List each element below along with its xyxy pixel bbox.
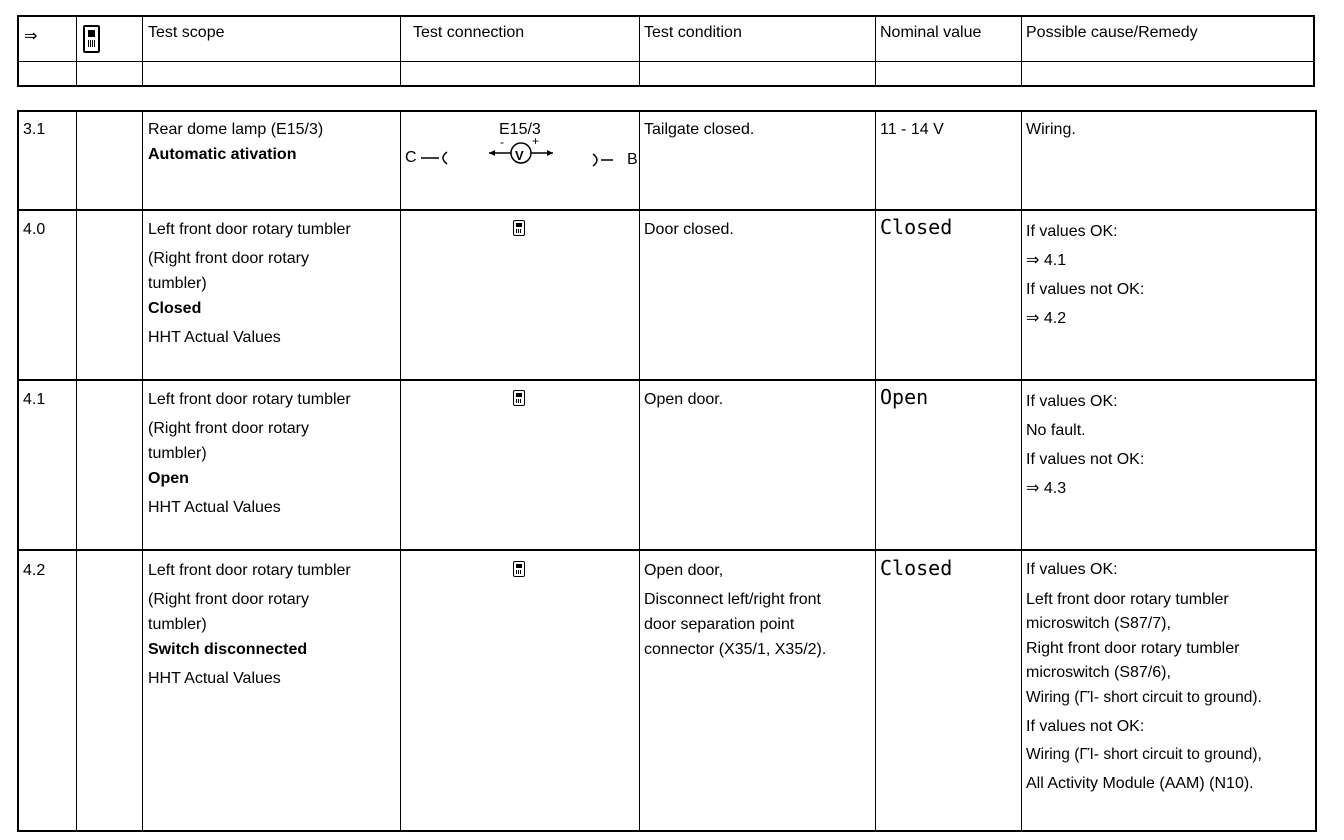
- scope-title: Automatic ativation: [148, 146, 297, 163]
- remedy-line: ⇒ 4.3: [1026, 480, 1067, 497]
- col-divider: [639, 112, 640, 830]
- condition-line: connector (X35/1, X35/2).: [644, 641, 827, 658]
- scope-line: Left front door rotary tumbler: [148, 221, 351, 238]
- col-divider: [400, 17, 401, 85]
- col-divider: [1021, 112, 1022, 830]
- test-scope: [148, 558, 398, 691]
- scope-title: Open: [148, 470, 189, 487]
- header-test-scope: Test scope: [148, 24, 225, 41]
- scope-line: tumbler): [148, 616, 207, 633]
- test-scope: [148, 117, 398, 167]
- right-connector-icon: [591, 150, 621, 170]
- scope-title: Switch disconnected: [148, 641, 308, 658]
- hht-device-icon: [513, 561, 525, 582]
- hht-device-icon: [513, 220, 525, 241]
- col-divider: [875, 17, 876, 85]
- left-connector-icon: [419, 148, 449, 168]
- test-condition: Door closed.: [644, 221, 734, 238]
- nominal-value: 11 - 14 V: [880, 121, 944, 138]
- header-test-condition: Test condition: [644, 24, 742, 41]
- right-pin-label: B: [627, 151, 638, 168]
- remedy-line: ⇒ 4.2: [1026, 310, 1067, 327]
- step-number: 4.1: [23, 391, 46, 408]
- test-condition: [644, 558, 874, 662]
- test-condition: Tailgate closed.: [644, 121, 755, 138]
- remedy-line: Wiring (ΓΊ- short circuit to ground),: [1026, 746, 1262, 764]
- left-pin-label: C: [405, 149, 417, 166]
- hht-device-icon: [513, 390, 525, 411]
- row-divider: [19, 549, 1315, 551]
- test-connection-diagram: [405, 117, 641, 197]
- step-number: 4.0: [23, 221, 46, 238]
- scope-line: HHT Actual Values: [148, 670, 281, 687]
- col-divider: [142, 17, 143, 85]
- remedy-line: If values OK:: [1026, 561, 1118, 578]
- plus-sign: +: [532, 134, 540, 148]
- test-condition: Open door.: [644, 391, 724, 408]
- remedy-line: Left front door rotary tumbler: [1026, 590, 1229, 608]
- remedy-line: No fault.: [1026, 422, 1086, 439]
- nominal-value: Closed: [880, 556, 953, 580]
- row-divider: [19, 379, 1315, 381]
- remedy-line: If values OK:: [1026, 393, 1118, 410]
- scope-line: (Right front door rotary: [148, 420, 309, 437]
- col-divider: [639, 17, 640, 85]
- header-possible-cause: Possible cause/Remedy: [1026, 24, 1198, 41]
- remedy: Wiring.: [1026, 121, 1076, 138]
- scope-title: Closed: [148, 300, 202, 317]
- col-divider: [875, 112, 876, 830]
- scope-line: Left front door rotary tumbler: [148, 391, 351, 408]
- step-number: 4.2: [23, 562, 46, 579]
- remedy-line: If values not OK:: [1026, 717, 1145, 735]
- remedy-line: ⇒ 4.1: [1026, 252, 1067, 269]
- col-divider: [76, 17, 77, 85]
- scope-line: HHT Actual Values: [148, 329, 281, 346]
- remedy-line: If values OK:: [1026, 223, 1118, 240]
- component-label: E15/3: [499, 121, 541, 138]
- nominal-value: Closed: [880, 215, 953, 239]
- test-table: [17, 110, 1317, 832]
- col-divider: [400, 112, 401, 830]
- condition-line: Open door,: [644, 562, 724, 579]
- voltmeter-symbol: V: [515, 148, 524, 163]
- remedy-line: All Activity Module (AAM) (N10).: [1026, 774, 1254, 792]
- scope-line: Rear dome lamp (E15/3): [148, 121, 324, 138]
- minus-sign: -: [500, 135, 504, 149]
- step-number: 3.1: [23, 121, 46, 138]
- header-table: [17, 15, 1315, 87]
- row-divider: [19, 209, 1315, 211]
- header-test-connection: Test connection: [413, 24, 525, 41]
- remedy-line: Wiring (ΓΊ- short circuit to ground).: [1026, 688, 1262, 706]
- remedy-line: Right front door rotary tumbler: [1026, 639, 1240, 657]
- condition-line: Disconnect left/right front: [644, 591, 821, 608]
- remedy: [1026, 217, 1316, 333]
- header-nominal-value: Nominal value: [880, 24, 982, 41]
- scope-line: tumbler): [148, 275, 207, 292]
- col-divider: [1021, 17, 1022, 85]
- remedy-line: If values not OK:: [1026, 451, 1145, 468]
- remedy: [1026, 558, 1318, 796]
- test-scope: [148, 217, 398, 350]
- scope-line: Left front door rotary tumbler: [148, 562, 351, 579]
- scope-line: HHT Actual Values: [148, 499, 281, 516]
- scope-line: tumbler): [148, 445, 207, 462]
- scope-line: (Right front door rotary: [148, 591, 309, 608]
- col-divider: [142, 112, 143, 830]
- header-row-divider: [19, 61, 1313, 62]
- condition-line: door separation point: [644, 616, 795, 633]
- remedy-line: microswitch (S87/7),: [1026, 615, 1171, 633]
- scope-line: (Right front door rotary: [148, 250, 309, 267]
- nominal-value: Open: [880, 385, 929, 409]
- arrow-icon: ⇒: [24, 28, 38, 45]
- remedy-line: If values not OK:: [1026, 281, 1145, 298]
- test-scope: [148, 387, 398, 520]
- remedy-line: microswitch (S87/6),: [1026, 664, 1171, 682]
- col-divider: [76, 112, 77, 830]
- remedy: [1026, 387, 1316, 503]
- hht-device-icon: [83, 25, 100, 58]
